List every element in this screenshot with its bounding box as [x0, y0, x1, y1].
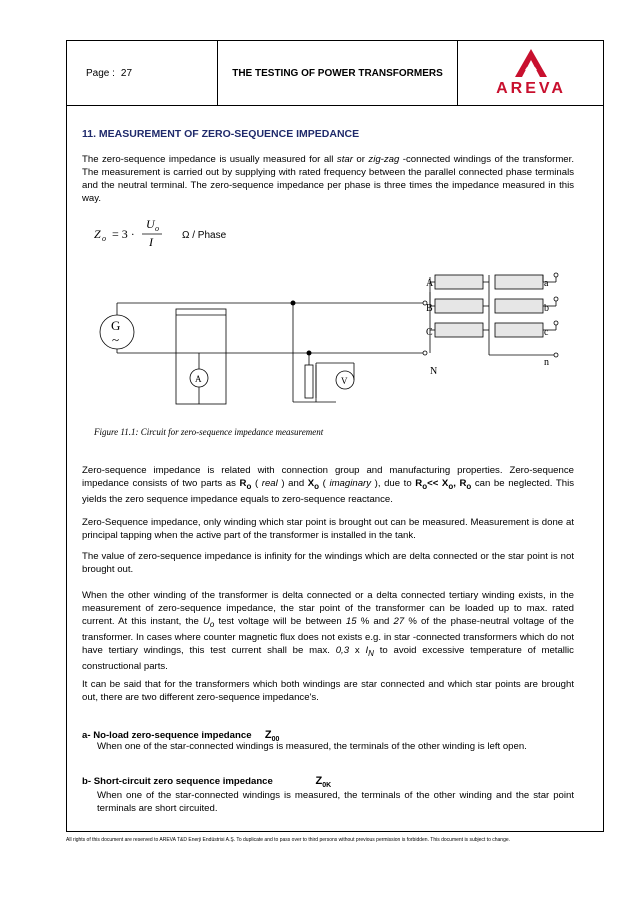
lv-terminal-c-label: c [544, 327, 549, 338]
section-title: 11. MEASUREMENT OF ZERO-SEQUENCE IMPEDANCE [82, 128, 360, 140]
page-label: Page : [86, 67, 115, 79]
lv-terminal-b-label: b [544, 303, 549, 314]
formula-unit: Ω / Phase [182, 230, 227, 241]
lv-winding-b [495, 299, 543, 313]
areva-logo-icon [511, 48, 551, 78]
paragraph-star-point: Zero-Sequence impedance, only winding which star point is brought out can be measured. Measurement is done at principal tapping when the active part of the transformer is installed in the tank. [82, 517, 574, 541]
item-a-title: a- No-load zero-sequence impedance $Z_{00}$ [82, 729, 280, 743]
zero-sequence-circuit-diagram [90, 262, 580, 412]
hv-winding-b [435, 299, 483, 313]
paragraph-delta-connected: When the other winding of the transformer is delta connected or a delta connected tertiary winding exists, in the measurement of zero-sequence impedance, the star point of the transformer can be loaded up to max. rated current. At this instant, the $U_o$ test voltage will be between 15 % and 27 % of the phase-neutral voltage of the transformer. In cases where counter magnetic flux does not exists e.g. in star -connected transformers which do not have tertiary windings, this test current shall be max. 0,3 x $I_N$ to avoid excessive temperature of metallic constructional parts. [82, 590, 574, 672]
hv-winding-a [435, 275, 483, 289]
terminal-lv-b [554, 297, 558, 301]
terminal-lv-n [554, 353, 558, 357]
formula-lhs-sub: o [102, 234, 106, 243]
terminal-lv-c [554, 321, 558, 325]
ammeter-label: A [195, 374, 202, 384]
generator-label: G [111, 318, 121, 333]
junction-dot-bottom [307, 351, 312, 356]
formula-numerator: U [146, 217, 155, 231]
formula-eq: = 3 · [112, 227, 135, 241]
zero-sequence-formula [92, 216, 292, 251]
logo-text: AREVA [496, 80, 566, 97]
lv-neutral-label: n [544, 357, 549, 368]
lv-winding-a [495, 275, 543, 289]
hv-winding-c [435, 323, 483, 337]
item-b-text: When one of the star-connected windings is measured, the terminals of the other winding and the star point terminals are short circuited. [97, 790, 574, 814]
hv-terminal-b-label: B [426, 303, 433, 314]
formula-numerator-sub: o [155, 224, 159, 233]
terminal-hv-neutral [423, 351, 427, 355]
junction-dot-top [291, 301, 296, 306]
voltmeter-label: V [341, 376, 348, 386]
hv-terminal-a-label: A [426, 278, 434, 289]
areva-logo [458, 40, 604, 106]
lv-terminal-a-label: a [544, 278, 549, 289]
page-number-cell [66, 40, 218, 106]
page-number: 27 [120, 67, 133, 79]
formula-lhs: Z [94, 227, 101, 241]
figure-caption: Figure 11.1: Circuit for zero-sequence impedance measurement [94, 427, 324, 437]
generator-symbol-label: ~ [112, 332, 120, 347]
transformer-tank-box [176, 309, 226, 404]
intro-paragraph: The zero-sequence impedance is usually measured for all star or zig-zag -connected windings of the transformer. The measurement is carried out by supplying with rated frequency between the parallel connected phase terminals and the neutral terminal. The zero-sequence impedance per phase is three times the impedance measured in this way. [82, 154, 574, 204]
formula-denominator: I [149, 235, 153, 248]
page-header [66, 40, 604, 106]
hv-terminal-c-label: C [426, 327, 433, 338]
item-a-text: When one of the star-connected windings is measured, the terminals of the other winding is left open. [97, 741, 527, 752]
terminal-lv-a [554, 273, 558, 277]
paragraph-infinity: The value of zero-sequence impedance is infinity for the windings which are delta connected or the star point is not brought out. [82, 551, 574, 575]
copyright-footer: All rights of this document are reserved to AREVA T&D Enerji Endüstrisi A.Ş. To duplicate and to pass over to third persons without previous permission is forbidden. This document is subject to change. [66, 837, 511, 843]
current-transformer-box [305, 365, 313, 398]
paragraph-zero-sequence-parts: Zero-sequence impedance is related with connection group and manufacturing properties. Zero-sequence impedance consists of two parts as $R_o$ ( real ) and $X_o$ ( imaginary ), due to $R_o<< X_o$, $R_o$ can be neglected. This yields the zero sequence impedance equals to zero-sequence reactance. [82, 465, 575, 505]
paragraph-two-impedances: It can be said that for the transformers which both windings are star connected and which star points are brought out, there are two different zero-sequence impedance's. [82, 679, 574, 703]
lv-winding-c [495, 323, 543, 337]
hv-neutral-label: N [430, 366, 438, 377]
item-b-title: b- Short-circuit zero sequence impedance $Z_{0K}$ [82, 775, 332, 789]
document-title: THE TESTING OF POWER TRANSFORMERS [218, 40, 458, 106]
